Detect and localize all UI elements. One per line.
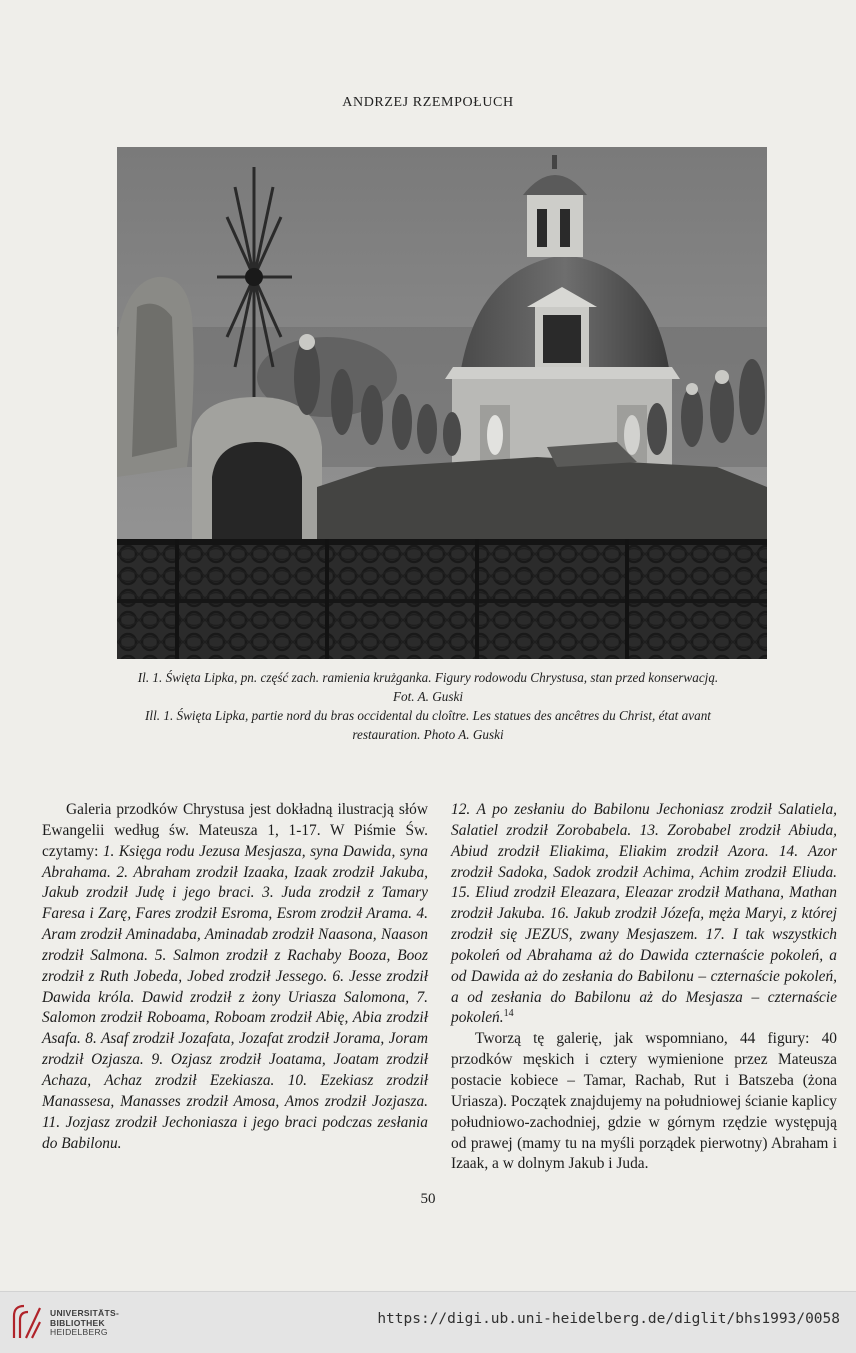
right-column bbox=[451, 800, 837, 1175]
viewer-footer bbox=[0, 1291, 856, 1353]
gospel-quote-continuation bbox=[451, 800, 837, 1029]
library-name bbox=[50, 1309, 119, 1338]
university-library-logo-icon[interactable] bbox=[10, 1302, 44, 1342]
caption-fr-line-1: Ill. 1. Święta Lipka, partie nord du bras occidental du cloître. Les statues des ancêtres du Christ, état avant bbox=[145, 708, 711, 723]
library-name-line-3: HEIDELBERG bbox=[50, 1327, 108, 1337]
library-name-line-1: UNIVERSITÄTS- bbox=[50, 1308, 120, 1318]
caption-pl-line-1: Il. 1. Święta Lipka, pn. część zach. ramienia krużganka. Figury rodowodu Chrystusa, stan przed konserwacją. bbox=[137, 670, 719, 685]
permalink-url[interactable]: https://digi.ub.uni-heidelberg.de/diglit/bhs1993/0058 bbox=[377, 1311, 840, 1327]
page-number: 50 bbox=[420, 1191, 436, 1207]
caption-fr-line-2: restauration. Photo A. Guski bbox=[352, 727, 504, 742]
gallery-paragraph: Tworzą tę galerię, jak wspomniano, 44 figury: 40 przodków męskich i cztery wymienione przez Mateusza postacie kobiece – Tamar, Rachab, Rut i Batszeba (żona Uriasza). Początek znajdujemy na południowej ścianie kaplicy południowo-zachodniej, gdzie w górnym rzędzie występują od prawej (mamy tu na myśli porządek pierwotny) Abraham i Izaak, a w dolnym Jakub i Juda. bbox=[451, 1030, 837, 1173]
figure-caption bbox=[80, 668, 776, 744]
left-column bbox=[42, 800, 428, 1154]
running-head: ANDRZEJ RZEMPOŁUCH bbox=[342, 95, 514, 110]
gospel-paragraph bbox=[42, 800, 428, 1154]
figure-photo bbox=[117, 147, 767, 659]
caption-pl-credit: Fot. A. Guski bbox=[392, 689, 464, 704]
photo-illustration bbox=[117, 147, 767, 659]
intro-text: Galeria przodków Chrystusa jest dokładną ilustracją słów Ewangelii według św. Mateusza 1, 1-17. W Piśmie Św. czytamy: bbox=[42, 801, 428, 860]
gospel-quote-part-2: 12. A po zesłaniu do Babilonu Jechoniasz zrodził Salatiela, Salatiel zrodził Zorobabela. 13. Zorobabel zrodził Abiuda, Abiud zrodził Eliakima, Eliakim zrodził Azora. 14. Azor zrodził Sadoka, Sadok zrodził Achima, Achim zrodził Eliuda. 15. Eliud zrodził Eleazara, Eleazar zrodził Mathana, Mathan zrodził Jakuba. 16. Jakub zrodził Józefa, męża Maryi, z której zrodził się JEZUS, zwany Mesjaszem. 17. I tak wszystkich pokoleń od Abrahama aż do Dawida czternaście pokoleń, a od Dawida aż do zesłania do Babilonu – czternaście pokoleń, a od zesłania do Babilonu aż do Mesjasza – czternaście pokoleń. bbox=[451, 801, 837, 1027]
footnote-reference[interactable]: 14 bbox=[503, 1008, 514, 1020]
gospel-quote-part-1: 1. Księga rodu Jezusa Mesjasza, syna Dawida, syna Abrahama. 2. Abraham zrodził Izaaka, Izaak zrodził Jakuba, Jakub zrodził Judę i jego braci. 3. Juda zrodził z Tamary Faresa i Zarę, Fares zrodził Esroma, Esrom zrodził Arama. 4. Aram zrodził Aminadaba, Aminadab zrodził Naasona, Naason zrodził Salmona. 5. Salmon zrodził z Rachaby Booza, Booz zrodził z Ruth Jobeda, Jobed zrodził Jessego. 6. Jesse zrodził Dawida króla. Dawid zrodził z żony Uriasza Salomona, 7. Salomon zrodził Roboama, Roboam zrodził Abię, Abia zrodził Asafa. 8. Asaf zrodził Jozafata, Jozafat zrodził Jorama, Joram zrodził Ozjasza. 9. Ozjasz zrodził Joatama, Joatam zrodził Achaza, Achaz zrodził Ezekiasza. 10. Ezekiasz zrodził Manassesa, Manasses zrodził Amosa, Amos zrodził Jozjasza. 11. Jozjasz zrodził Jechoniasza i jego braci podczas zesłania do Babilonu. bbox=[42, 842, 428, 1152]
library-name-line-2: BIBLIOTHEK bbox=[50, 1317, 105, 1328]
